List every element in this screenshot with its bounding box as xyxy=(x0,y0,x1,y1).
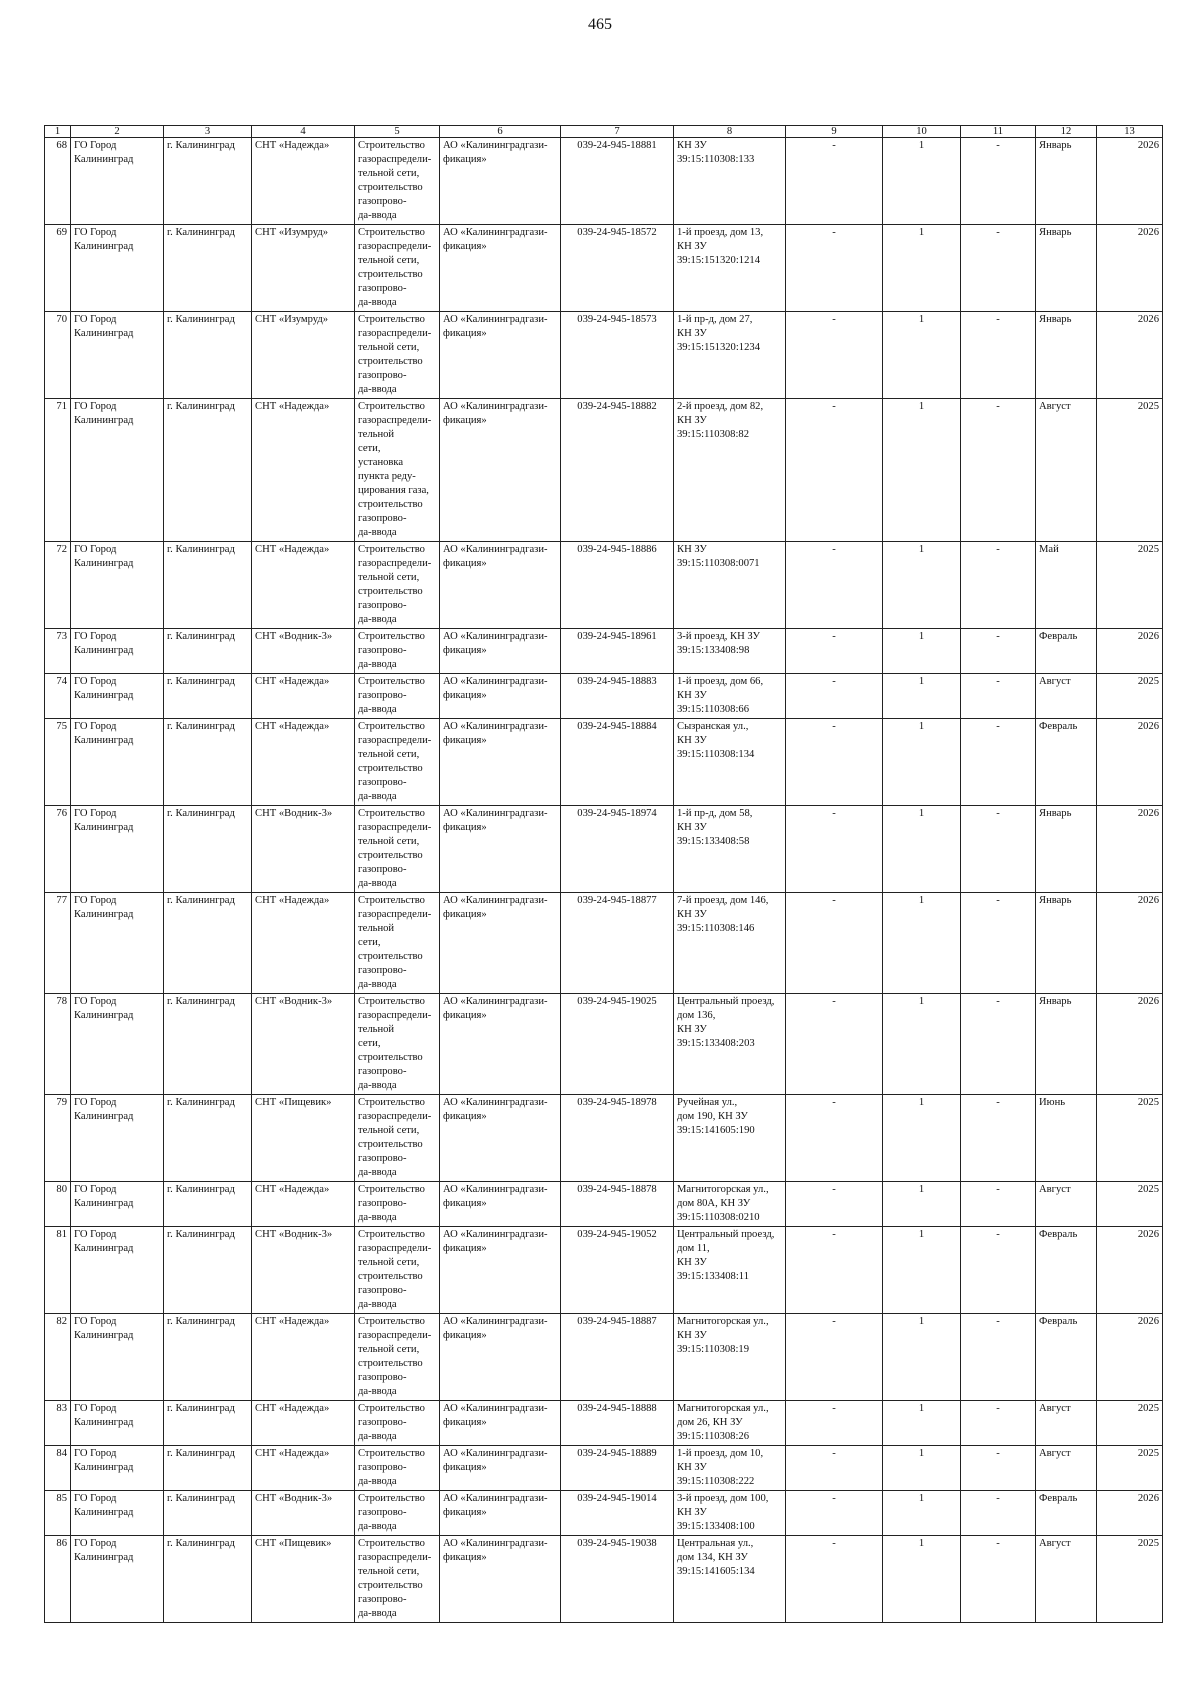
row-number: 77 xyxy=(45,893,71,994)
year-cell: 2026 xyxy=(1097,138,1163,225)
city-cell: г. Калининград xyxy=(164,994,252,1095)
address-cell: Центральный проезд, дом 11, КН ЗУ 39:15:133408:11 xyxy=(674,1227,786,1314)
month-cell: Январь xyxy=(1036,806,1097,893)
year-cell: 2026 xyxy=(1097,1227,1163,1314)
application-code-cell: 039-24-945-18878 xyxy=(561,1182,674,1227)
row-number: 75 xyxy=(45,719,71,806)
row-number: 71 xyxy=(45,399,71,542)
row-number: 74 xyxy=(45,674,71,719)
snt-cell: СНТ «Водник-3» xyxy=(252,806,355,893)
address-cell: Магнитогорская ул., дом 80А, КН ЗУ 39:15:110308:0210 xyxy=(674,1182,786,1227)
organization-cell: АО «Калининградгази- фикация» xyxy=(440,1536,561,1623)
year-cell: 2026 xyxy=(1097,225,1163,312)
work-type-cell: Строительство газопрово- да-ввода xyxy=(355,1446,440,1491)
municipality-cell: ГО Город Калининград xyxy=(71,1446,164,1491)
address-cell: Центральная ул., дом 134, КН ЗУ 39:15:141605:134 xyxy=(674,1536,786,1623)
col11-cell: - xyxy=(961,138,1036,225)
address-cell: 1-й пр-д, дом 27, КН ЗУ 39:15:151320:1234 xyxy=(674,312,786,399)
table-row xyxy=(45,1227,1163,1314)
month-cell: Август xyxy=(1036,674,1097,719)
municipality-cell: ГО Город Калининград xyxy=(71,312,164,399)
table-body xyxy=(45,138,1163,1623)
col10-cell: 1 xyxy=(883,1182,961,1227)
organization-cell: АО «Калининградгази- фикация» xyxy=(440,1095,561,1182)
city-cell: г. Калининград xyxy=(164,138,252,225)
col9-cell: - xyxy=(786,806,883,893)
col9-cell: - xyxy=(786,399,883,542)
table-row xyxy=(45,806,1163,893)
city-cell: г. Калининград xyxy=(164,1446,252,1491)
col11-cell: - xyxy=(961,1491,1036,1536)
organization-cell: АО «Калининградгази- фикация» xyxy=(440,719,561,806)
work-type-cell: Строительство газораспредели- тельной сети, строительство газопрово- да-ввода xyxy=(355,1095,440,1182)
row-number: 86 xyxy=(45,1536,71,1623)
municipality-cell: ГО Город Калининград xyxy=(71,1095,164,1182)
organization-cell: АО «Калининградгази- фикация» xyxy=(440,1446,561,1491)
municipality-cell: ГО Город Калининград xyxy=(71,893,164,994)
work-type-cell: Строительство газопрово- да-ввода xyxy=(355,1182,440,1227)
table-row xyxy=(45,1095,1163,1182)
row-number: 68 xyxy=(45,138,71,225)
col9-cell: - xyxy=(786,1491,883,1536)
application-code-cell: 039-24-945-18961 xyxy=(561,629,674,674)
application-code-cell: 039-24-945-18877 xyxy=(561,893,674,994)
work-type-cell: Строительство газораспредели- тельной сети, строительство газопрово- да-ввода xyxy=(355,542,440,629)
organization-cell: АО «Калининградгази- фикация» xyxy=(440,1401,561,1446)
col9-cell: - xyxy=(786,1446,883,1491)
work-type-cell: Строительство газораспредели- тельной сети, строительство газопрово- да-ввода xyxy=(355,719,440,806)
municipality-cell: ГО Город Калининград xyxy=(71,629,164,674)
work-type-cell: Строительство газораспредели- тельной сети, строительство газопрово- да-ввода xyxy=(355,312,440,399)
municipality-cell: ГО Город Калининград xyxy=(71,542,164,629)
address-cell: 2-й проезд, дом 82, КН ЗУ 39:15:110308:82 xyxy=(674,399,786,542)
table-row xyxy=(45,1314,1163,1401)
year-cell: 2025 xyxy=(1097,542,1163,629)
gasification-register-table xyxy=(44,125,1163,1623)
application-code-cell: 039-24-945-18887 xyxy=(561,1314,674,1401)
col11-cell: - xyxy=(961,1182,1036,1227)
address-cell: 1-й проезд, дом 66, КН ЗУ 39:15:110308:66 xyxy=(674,674,786,719)
address-cell: КН ЗУ 39:15:110308:0071 xyxy=(674,542,786,629)
city-cell: г. Калининград xyxy=(164,312,252,399)
col10-cell: 1 xyxy=(883,1095,961,1182)
col11-cell: - xyxy=(961,1536,1036,1623)
address-cell: Магнитогорская ул., КН ЗУ 39:15:110308:19 xyxy=(674,1314,786,1401)
table-row xyxy=(45,225,1163,312)
snt-cell: СНТ «Надежда» xyxy=(252,1314,355,1401)
snt-cell: СНТ «Надежда» xyxy=(252,1182,355,1227)
col9-cell: - xyxy=(786,893,883,994)
work-type-cell: Строительство газораспредели- тельной сети, строительство газопрово- да-ввода xyxy=(355,225,440,312)
municipality-cell: ГО Город Калининград xyxy=(71,719,164,806)
col10-cell: 1 xyxy=(883,1491,961,1536)
month-cell: Февраль xyxy=(1036,1314,1097,1401)
application-code-cell: 039-24-945-19025 xyxy=(561,994,674,1095)
address-cell: 3-й проезд, КН ЗУ 39:15:133408:98 xyxy=(674,629,786,674)
address-cell: 1-й проезд, дом 10, КН ЗУ 39:15:110308:222 xyxy=(674,1446,786,1491)
table-row xyxy=(45,719,1163,806)
col10-cell: 1 xyxy=(883,1227,961,1314)
municipality-cell: ГО Город Калининград xyxy=(71,138,164,225)
organization-cell: АО «Калининградгази- фикация» xyxy=(440,893,561,994)
col9-cell: - xyxy=(786,629,883,674)
snt-cell: СНТ «Изумруд» xyxy=(252,225,355,312)
snt-cell: СНТ «Надежда» xyxy=(252,893,355,994)
year-cell: 2025 xyxy=(1097,1401,1163,1446)
city-cell: г. Калининград xyxy=(164,1401,252,1446)
table-row xyxy=(45,1446,1163,1491)
snt-cell: СНТ «Водник-3» xyxy=(252,629,355,674)
page-number: 465 xyxy=(588,16,612,33)
work-type-cell: Строительство газопрово- да-ввода xyxy=(355,629,440,674)
address-cell: 1-й пр-д, дом 58, КН ЗУ 39:15:133408:58 xyxy=(674,806,786,893)
col9-cell: - xyxy=(786,1227,883,1314)
col9-cell: - xyxy=(786,1314,883,1401)
col10-cell: 1 xyxy=(883,994,961,1095)
year-cell: 2026 xyxy=(1097,719,1163,806)
col11-cell: - xyxy=(961,1401,1036,1446)
row-number: 80 xyxy=(45,1182,71,1227)
organization-cell: АО «Калининградгази- фикация» xyxy=(440,225,561,312)
municipality-cell: ГО Город Калининград xyxy=(71,674,164,719)
row-number: 79 xyxy=(45,1095,71,1182)
work-type-cell: Строительство газораспредели- тельной сети, строительство газопрово- да-ввода xyxy=(355,1314,440,1401)
row-number: 78 xyxy=(45,994,71,1095)
snt-cell: СНТ «Водник-3» xyxy=(252,1491,355,1536)
table-row xyxy=(45,138,1163,225)
work-type-cell: Строительство газораспредели- тельной сети, строительство газопрово- да-ввода xyxy=(355,1536,440,1623)
city-cell: г. Калининград xyxy=(164,806,252,893)
col9-cell: - xyxy=(786,1182,883,1227)
col11-cell: - xyxy=(961,1314,1036,1401)
snt-cell: СНТ «Пищевик» xyxy=(252,1095,355,1182)
row-number: 84 xyxy=(45,1446,71,1491)
organization-cell: АО «Калининградгази- фикация» xyxy=(440,1314,561,1401)
month-cell: Январь xyxy=(1036,225,1097,312)
organization-cell: АО «Калининградгази- фикация» xyxy=(440,542,561,629)
snt-cell: СНТ «Изумруд» xyxy=(252,312,355,399)
application-code-cell: 039-24-945-18978 xyxy=(561,1095,674,1182)
city-cell: г. Калининград xyxy=(164,1314,252,1401)
col11-cell: - xyxy=(961,312,1036,399)
col10-cell: 1 xyxy=(883,1446,961,1491)
city-cell: г. Калининград xyxy=(164,1095,252,1182)
address-cell: Магнитогорская ул., дом 26, КН ЗУ 39:15:110308:26 xyxy=(674,1401,786,1446)
row-number: 72 xyxy=(45,542,71,629)
year-cell: 2025 xyxy=(1097,399,1163,542)
column-header: 4 xyxy=(252,126,355,138)
city-cell: г. Калининград xyxy=(164,1227,252,1314)
month-cell: Август xyxy=(1036,1401,1097,1446)
column-header: 8 xyxy=(674,126,786,138)
col9-cell: - xyxy=(786,994,883,1095)
col10-cell: 1 xyxy=(883,225,961,312)
column-header: 2 xyxy=(71,126,164,138)
col11-cell: - xyxy=(961,399,1036,542)
municipality-cell: ГО Город Калининград xyxy=(71,1227,164,1314)
col9-cell: - xyxy=(786,312,883,399)
application-code-cell: 039-24-945-18573 xyxy=(561,312,674,399)
year-cell: 2026 xyxy=(1097,629,1163,674)
application-code-cell: 039-24-945-18883 xyxy=(561,674,674,719)
col9-cell: - xyxy=(786,225,883,312)
municipality-cell: ГО Город Калининград xyxy=(71,1491,164,1536)
row-number: 85 xyxy=(45,1491,71,1536)
month-cell: Май xyxy=(1036,542,1097,629)
column-header: 1 xyxy=(45,126,71,138)
snt-cell: СНТ «Надежда» xyxy=(252,719,355,806)
snt-cell: СНТ «Надежда» xyxy=(252,1446,355,1491)
application-code-cell: 039-24-945-18888 xyxy=(561,1401,674,1446)
organization-cell: АО «Калининградгази- фикация» xyxy=(440,138,561,225)
month-cell: Февраль xyxy=(1036,629,1097,674)
work-type-cell: Строительство газопрово- да-ввода xyxy=(355,1401,440,1446)
column-header: 7 xyxy=(561,126,674,138)
col11-cell: - xyxy=(961,806,1036,893)
column-header: 3 xyxy=(164,126,252,138)
col11-cell: - xyxy=(961,542,1036,629)
col11-cell: - xyxy=(961,225,1036,312)
row-number: 73 xyxy=(45,629,71,674)
row-number: 82 xyxy=(45,1314,71,1401)
city-cell: г. Калининград xyxy=(164,542,252,629)
organization-cell: АО «Калининградгази- фикация» xyxy=(440,1227,561,1314)
organization-cell: АО «Калининградгази- фикация» xyxy=(440,994,561,1095)
table-row xyxy=(45,1536,1163,1623)
month-cell: Июнь xyxy=(1036,1095,1097,1182)
work-type-cell: Строительство газопрово- да-ввода xyxy=(355,1491,440,1536)
month-cell: Август xyxy=(1036,1446,1097,1491)
city-cell: г. Калининград xyxy=(164,1182,252,1227)
snt-cell: СНТ «Надежда» xyxy=(252,399,355,542)
municipality-cell: ГО Город Калининград xyxy=(71,1536,164,1623)
application-code-cell: 039-24-945-19052 xyxy=(561,1227,674,1314)
city-cell: г. Калининград xyxy=(164,893,252,994)
organization-cell: АО «Калининградгази- фикация» xyxy=(440,312,561,399)
table-row xyxy=(45,629,1163,674)
snt-cell: СНТ «Надежда» xyxy=(252,138,355,225)
year-cell: 2025 xyxy=(1097,1182,1163,1227)
table-row xyxy=(45,893,1163,994)
city-cell: г. Калининград xyxy=(164,629,252,674)
row-number: 83 xyxy=(45,1401,71,1446)
work-type-cell: Строительство газораспредели- тельной сети, строительство газопрово- да-ввода xyxy=(355,893,440,994)
organization-cell: АО «Калининградгази- фикация» xyxy=(440,806,561,893)
work-type-cell: Строительство газораспредели- тельной сети, строительство газопрово- да-ввода xyxy=(355,138,440,225)
month-cell: Февраль xyxy=(1036,719,1097,806)
year-cell: 2025 xyxy=(1097,1446,1163,1491)
month-cell: Январь xyxy=(1036,138,1097,225)
column-header: 10 xyxy=(883,126,961,138)
work-type-cell: Строительство газораспредели- тельной сети, строительство газопрово- да-ввода xyxy=(355,806,440,893)
col9-cell: - xyxy=(786,674,883,719)
year-cell: 2026 xyxy=(1097,1314,1163,1401)
col10-cell: 1 xyxy=(883,806,961,893)
organization-cell: АО «Калининградгази- фикация» xyxy=(440,1182,561,1227)
address-cell: 7-й проезд, дом 146, КН ЗУ 39:15:110308:146 xyxy=(674,893,786,994)
year-cell: 2026 xyxy=(1097,806,1163,893)
municipality-cell: ГО Город Калининград xyxy=(71,399,164,542)
col10-cell: 1 xyxy=(883,674,961,719)
month-cell: Август xyxy=(1036,1182,1097,1227)
municipality-cell: ГО Город Калининград xyxy=(71,806,164,893)
col10-cell: 1 xyxy=(883,312,961,399)
table-row xyxy=(45,674,1163,719)
city-cell: г. Калининград xyxy=(164,719,252,806)
table-row xyxy=(45,1401,1163,1446)
city-cell: г. Калининград xyxy=(164,1536,252,1623)
row-number: 70 xyxy=(45,312,71,399)
table-row xyxy=(45,312,1163,399)
address-cell: Ручейная ул., дом 190, КН ЗУ 39:15:141605:190 xyxy=(674,1095,786,1182)
col10-cell: 1 xyxy=(883,399,961,542)
municipality-cell: ГО Город Калининград xyxy=(71,1314,164,1401)
year-cell: 2025 xyxy=(1097,674,1163,719)
row-number: 69 xyxy=(45,225,71,312)
column-header: 9 xyxy=(786,126,883,138)
column-header: 6 xyxy=(440,126,561,138)
address-cell: 3-й проезд, дом 100, КН ЗУ 39:15:133408:100 xyxy=(674,1491,786,1536)
municipality-cell: ГО Город Калининград xyxy=(71,225,164,312)
table-row xyxy=(45,1491,1163,1536)
col10-cell: 1 xyxy=(883,1401,961,1446)
year-cell: 2026 xyxy=(1097,893,1163,994)
municipality-cell: ГО Город Калининград xyxy=(71,994,164,1095)
organization-cell: АО «Калининградгази- фикация» xyxy=(440,629,561,674)
year-cell: 2026 xyxy=(1097,1491,1163,1536)
snt-cell: СНТ «Водник-3» xyxy=(252,1227,355,1314)
col11-cell: - xyxy=(961,1446,1036,1491)
municipality-cell: ГО Город Калининград xyxy=(71,1401,164,1446)
application-code-cell: 039-24-945-18886 xyxy=(561,542,674,629)
address-cell: Сызранская ул., КН ЗУ 39:15:110308:134 xyxy=(674,719,786,806)
application-code-cell: 039-24-945-18881 xyxy=(561,138,674,225)
table-row xyxy=(45,994,1163,1095)
work-type-cell: Строительство газопрово- да-ввода xyxy=(355,674,440,719)
application-code-cell: 039-24-945-18882 xyxy=(561,399,674,542)
col9-cell: - xyxy=(786,1095,883,1182)
application-code-cell: 039-24-945-18889 xyxy=(561,1446,674,1491)
month-cell: Август xyxy=(1036,399,1097,542)
snt-cell: СНТ «Водник-3» xyxy=(252,994,355,1095)
snt-cell: СНТ «Надежда» xyxy=(252,542,355,629)
column-header: 13 xyxy=(1097,126,1163,138)
column-header: 5 xyxy=(355,126,440,138)
col10-cell: 1 xyxy=(883,1314,961,1401)
month-cell: Январь xyxy=(1036,893,1097,994)
organization-cell: АО «Калининградгази- фикация» xyxy=(440,399,561,542)
col11-cell: - xyxy=(961,893,1036,994)
organization-cell: АО «Калининградгази- фикация» xyxy=(440,1491,561,1536)
row-number: 76 xyxy=(45,806,71,893)
month-cell: Август xyxy=(1036,1536,1097,1623)
application-code-cell: 039-24-945-18572 xyxy=(561,225,674,312)
month-cell: Февраль xyxy=(1036,1227,1097,1314)
column-header: 12 xyxy=(1036,126,1097,138)
column-number-header xyxy=(45,126,1163,138)
year-cell: 2025 xyxy=(1097,1536,1163,1623)
month-cell: Февраль xyxy=(1036,1491,1097,1536)
application-code-cell: 039-24-945-18974 xyxy=(561,806,674,893)
work-type-cell: Строительство газораспредели- тельной сети, строительство газопрово- да-ввода xyxy=(355,1227,440,1314)
application-code-cell: 039-24-945-18884 xyxy=(561,719,674,806)
col9-cell: - xyxy=(786,1536,883,1623)
column-header: 11 xyxy=(961,126,1036,138)
col9-cell: - xyxy=(786,138,883,225)
table-row xyxy=(45,542,1163,629)
application-code-cell: 039-24-945-19014 xyxy=(561,1491,674,1536)
month-cell: Январь xyxy=(1036,312,1097,399)
col11-cell: - xyxy=(961,1227,1036,1314)
year-cell: 2025 xyxy=(1097,1095,1163,1182)
address-cell: КН ЗУ 39:15:110308:133 xyxy=(674,138,786,225)
year-cell: 2026 xyxy=(1097,312,1163,399)
work-type-cell: Строительство газораспредели- тельной сети, строительство газопрово- да-ввода xyxy=(355,994,440,1095)
col9-cell: - xyxy=(786,719,883,806)
address-cell: Центральный проезд, дом 136, КН ЗУ 39:15:133408:203 xyxy=(674,994,786,1095)
col11-cell: - xyxy=(961,719,1036,806)
col10-cell: 1 xyxy=(883,138,961,225)
work-type-cell: Строительство газораспредели- тельной сети, установка пункта реду- цирования газа, строительство газопрово- да-ввода xyxy=(355,399,440,542)
city-cell: г. Калининград xyxy=(164,399,252,542)
table-row xyxy=(45,399,1163,542)
col10-cell: 1 xyxy=(883,893,961,994)
col11-cell: - xyxy=(961,674,1036,719)
col11-cell: - xyxy=(961,1095,1036,1182)
col10-cell: 1 xyxy=(883,542,961,629)
municipality-cell: ГО Город Калининград xyxy=(71,1182,164,1227)
col10-cell: 1 xyxy=(883,719,961,806)
snt-cell: СНТ «Надежда» xyxy=(252,674,355,719)
city-cell: г. Калининград xyxy=(164,1491,252,1536)
snt-cell: СНТ «Надежда» xyxy=(252,1401,355,1446)
col9-cell: - xyxy=(786,542,883,629)
col11-cell: - xyxy=(961,629,1036,674)
application-code-cell: 039-24-945-19038 xyxy=(561,1536,674,1623)
city-cell: г. Калининград xyxy=(164,225,252,312)
col10-cell: 1 xyxy=(883,1536,961,1623)
organization-cell: АО «Калининградгази- фикация» xyxy=(440,674,561,719)
year-cell: 2026 xyxy=(1097,994,1163,1095)
col9-cell: - xyxy=(786,1401,883,1446)
snt-cell: СНТ «Пищевик» xyxy=(252,1536,355,1623)
address-cell: 1-й проезд, дом 13, КН ЗУ 39:15:151320:1214 xyxy=(674,225,786,312)
city-cell: г. Калининград xyxy=(164,674,252,719)
col11-cell: - xyxy=(961,994,1036,1095)
table-row xyxy=(45,1182,1163,1227)
row-number: 81 xyxy=(45,1227,71,1314)
col10-cell: 1 xyxy=(883,629,961,674)
month-cell: Январь xyxy=(1036,994,1097,1095)
